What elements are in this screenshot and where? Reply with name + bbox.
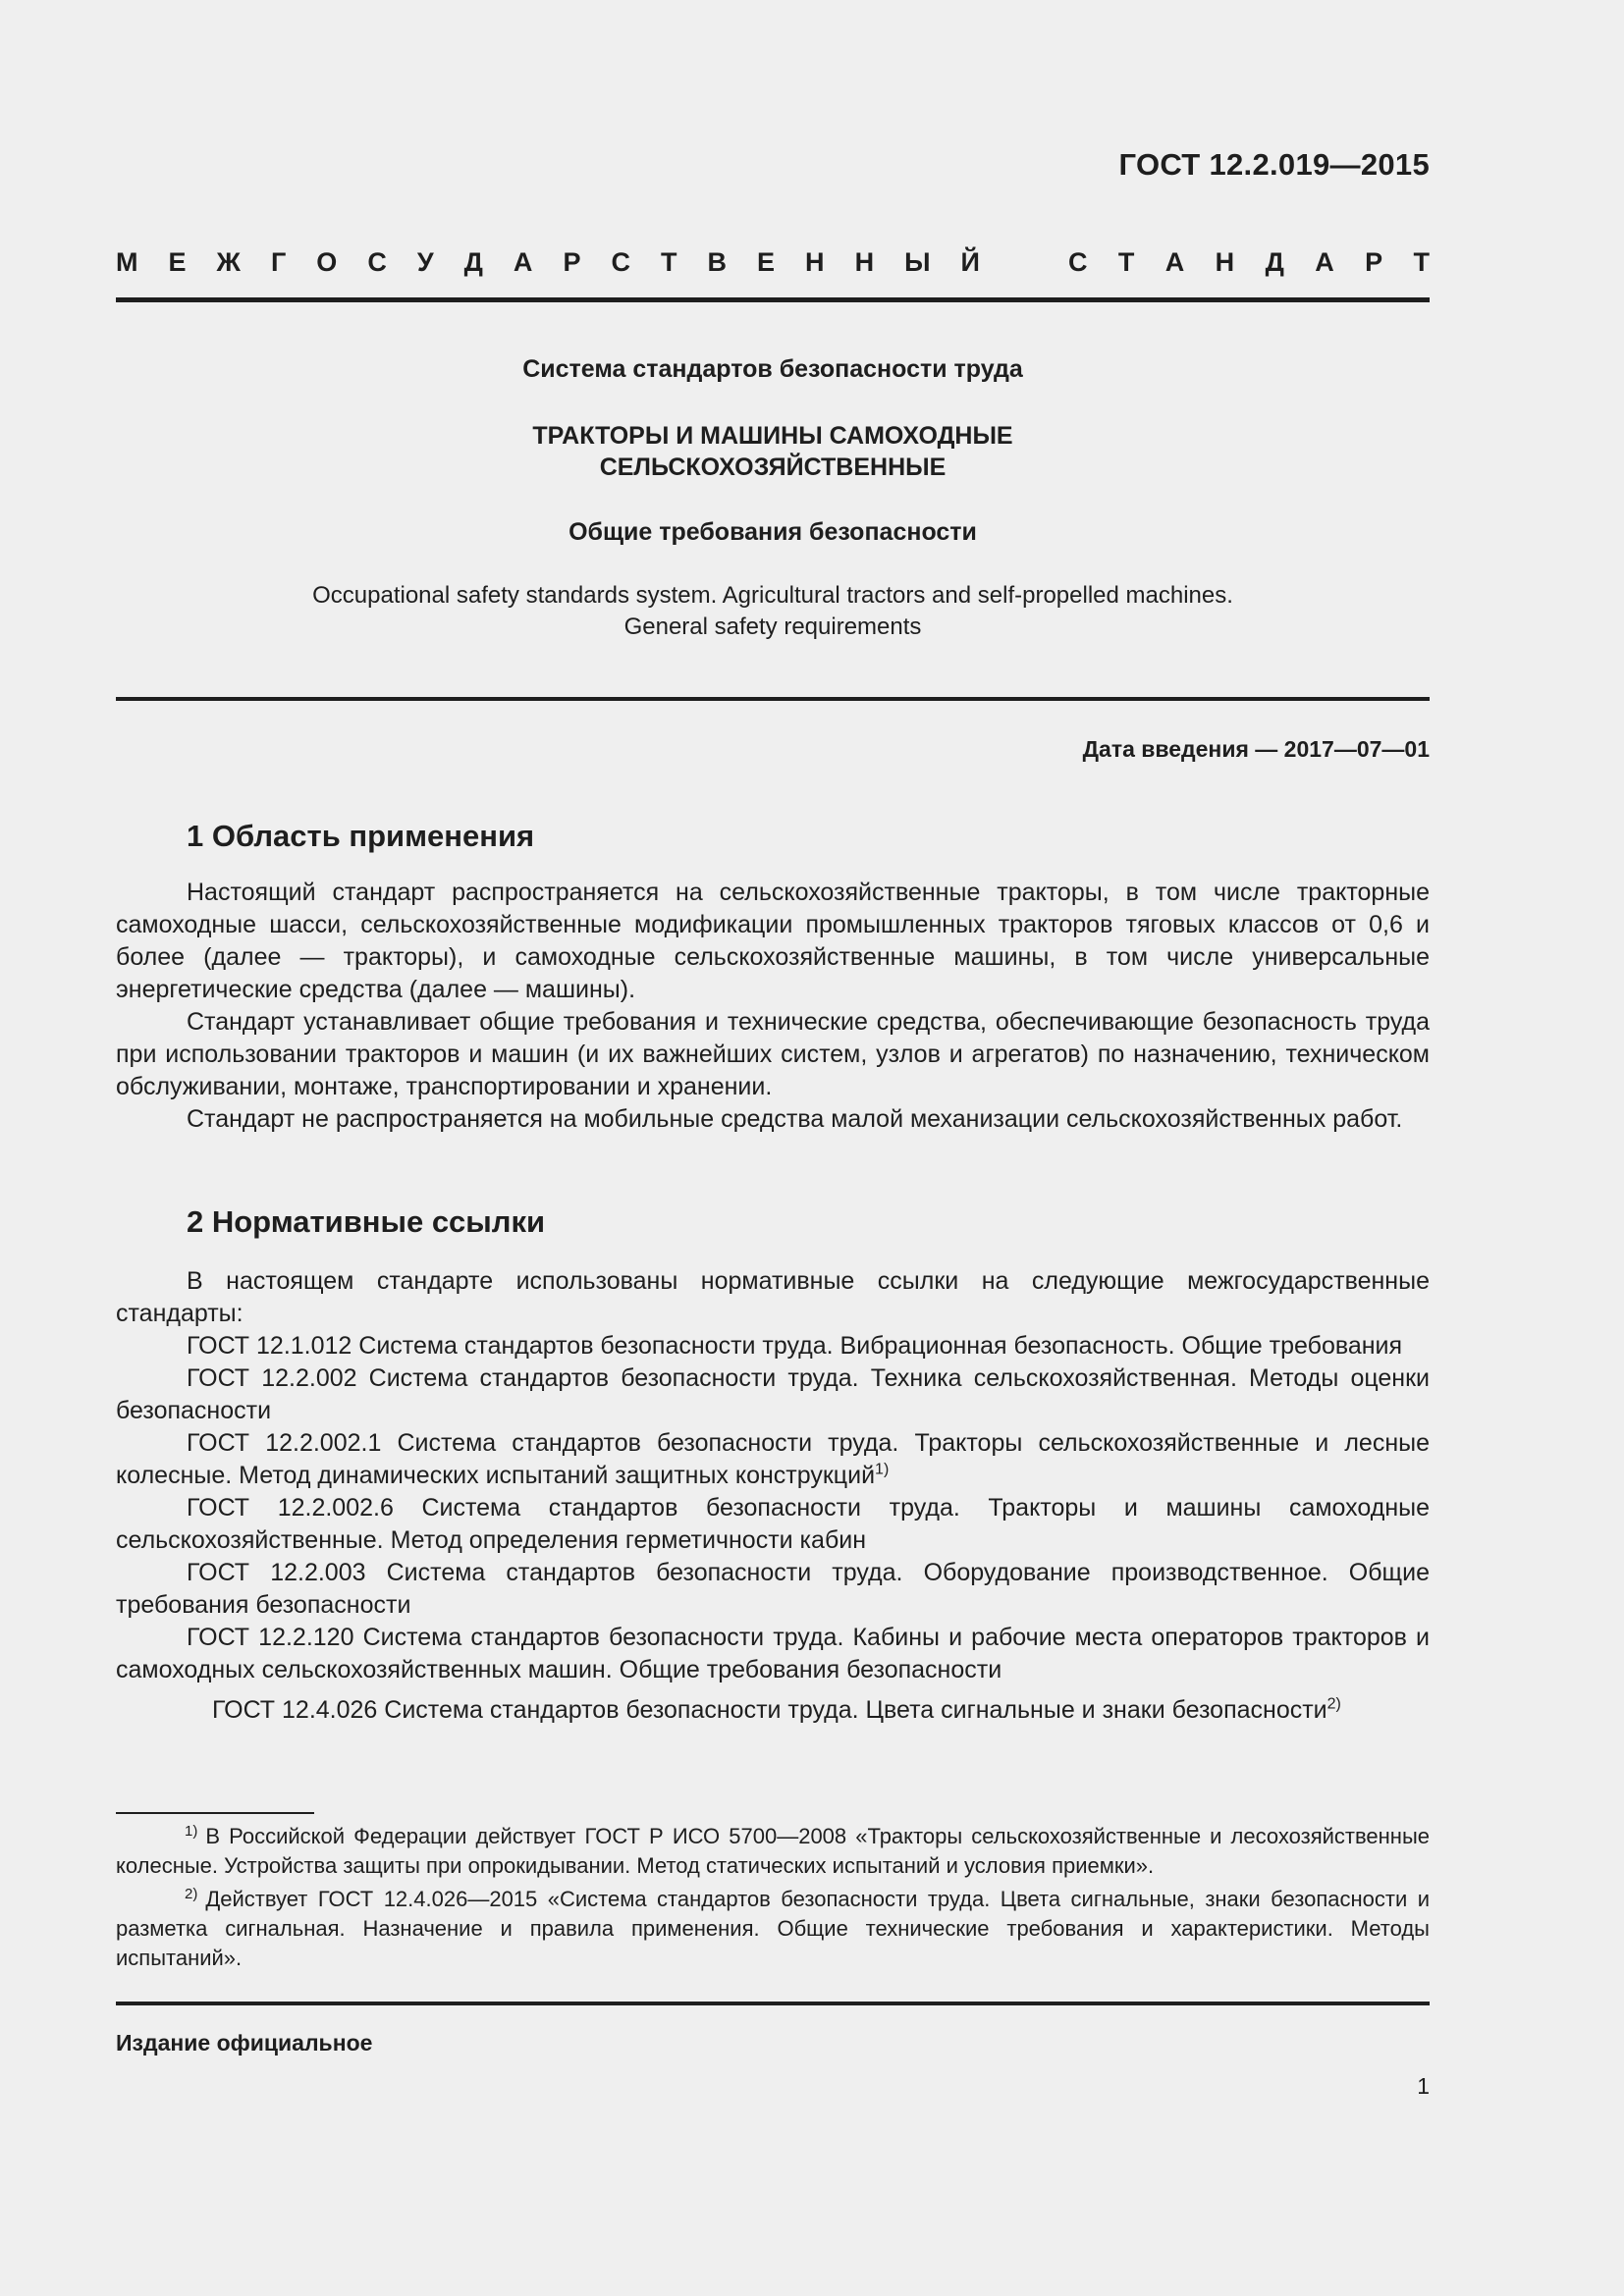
heading-letter: Н [1215,247,1235,277]
heading-letter: Е [168,247,187,277]
heading-letter: А [513,247,533,277]
footnote-separator [116,1812,314,1814]
title-line-2: СЕЛЬСКОХОЗЯЙСТВЕННЫЕ [599,454,947,481]
section-2-heading: 2 Нормативные ссылки [187,1204,546,1239]
heading-letter: В [707,247,727,277]
document-subtitle: Общие требования безопасности [568,518,977,546]
standard-type-word-2 [1068,247,1430,278]
introduction-date: Дата введения — 2017—07—01 [1082,736,1430,762]
title-rule [116,697,1430,701]
reference-item: ГОСТ 12.2.002 Система стандартов безопасности труда. Техника сельскохозяйственная. Методы оценки безопасности [116,1364,1430,1424]
header-rule [116,297,1430,302]
english-title-line-2: General safety requirements [623,614,922,640]
heading-letter: С [1068,247,1088,277]
standard-series: Система стандартов безопасности труда [522,355,1023,383]
section-2-body [116,1265,1430,1727]
heading-letter: Ж [216,247,241,277]
heading-letter: Г [270,247,287,277]
section-1-heading: 1 Область применения [187,819,535,853]
footnotes [116,1822,1430,1977]
heading-letter: Ы [904,247,931,277]
footnote-item: $^{1)}$ В Российской Федерации действует ГОСТ Р ИСО 5700—2008 «Тракторы сельскохозяйственные и лесохозяйственные колесные. Устройства защиты при опрокидывании. Метод статических испытаний и условия приемки». [116,1822,1430,1878]
section-1-paragraph: Стандарт устанавливает общие требования и технические средства, обеспечивающие безопасность труда при использовании тракторов и машин (и их важнейших систем, узлов и агрегатов) по назначению, техническом обслуживании, монтаже, транспортировании и хранении. [116,1008,1430,1100]
heading-letter: У [416,247,434,277]
reference-item: ГОСТ 12.2.002.6 Система стандартов безопасности труда. Тракторы и машины самоходные сельскохозяйственные. Метод определения герметичности кабин [116,1494,1430,1554]
reference-item: ГОСТ 12.4.026 Система стандартов безопасности труда. Цвета сигнальные и знаки безопасности$^{2)}$ [212,1695,1341,1724]
reference-item: ГОСТ 12.1.012 Система стандартов безопасности труда. Вибрационная безопасность. Общие требования [187,1332,1403,1360]
document-number: ГОСТ 12.2.019—2015 [1118,147,1430,182]
section-2-intro: В настоящем стандарте использованы нормативные ссылки на следующие межгосударственные стандарты: [116,1267,1430,1327]
footnote-mark: 1) [185,1822,198,1840]
heading-letter: А [1164,247,1185,277]
heading-letter: А [1315,247,1334,277]
reference-item: ГОСТ 12.2.002.1 Система стандартов безопасности труда. Тракторы сельскохозяйственные и лесные колесные. Метод динамических испытаний защитных конструкций$^{1)}$ [116,1429,1430,1489]
heading-letter: Д [1265,247,1284,277]
heading-letter: О [316,247,338,277]
heading-letter: С [367,247,387,277]
heading-letter: М [116,247,138,277]
english-title-line-1: Occupational safety standards system. Agricultural tractors and self-propelled machines. [312,582,1233,609]
reference-item: ГОСТ 12.2.003 Система стандартов безопасности труда. Оборудование производственное. Общие требования безопасности [116,1559,1430,1619]
heading-letter: Е [757,247,776,277]
heading-letter: Т [1413,247,1430,277]
standard-type-heading [116,247,1430,278]
english-title [116,580,1430,643]
footnote-mark: 2) [185,1885,198,1902]
footer-rule [116,2002,1430,2005]
heading-letter: Т [1117,247,1135,277]
heading-letter: С [611,247,630,277]
heading-letter: Р [1365,247,1383,277]
title-line-1: ТРАКТОРЫ И МАШИНЫ САМОХОДНЫЕ [532,422,1013,450]
heading-letter: Д [463,247,483,277]
footnote-mark: 2) [1326,1695,1341,1713]
heading-letter: Т [660,247,677,277]
page-number: 1 [1417,2073,1430,2099]
document-title [116,420,1430,483]
footnote-mark: 1) [875,1461,890,1478]
heading-letter: Р [563,247,581,277]
footnote-item: $^{2)}$ Действует ГОСТ 12.4.026—2015 «Система стандартов безопасности труда. Цвета сигнальные, знаки безопасности и разметка сигнальная. Назначение и правила применения. Общие технические требования и характеристики. Методы испытаний». [116,1885,1430,1970]
section-1-body [116,877,1430,1136]
heading-letter: Н [854,247,875,277]
edition-label: Издание официальное [116,2030,373,2056]
section-1-paragraph: Стандарт не распространяется на мобильные средства малой механизации сельскохозяйственных работ. [187,1105,1403,1133]
standard-type-word-1 [116,247,980,278]
heading-letter: Н [805,247,825,277]
heading-letter: Й [960,247,980,277]
reference-item: ГОСТ 12.2.120 Система стандартов безопасности труда. Кабины и рабочие места операторов тракторов и самоходных сельскохозяйственных машин. Общие требования безопасности [116,1624,1430,1683]
section-1-paragraph: Настоящий стандарт распространяется на сельскохозяйственные тракторы, в том числе тракторные самоходные шасси, сельскохозяйственные модификации промышленных тракторов тяговых классов от 0,6 и более (далее — тракторы), и самоходные сельскохозяйственные машины, в том числе универсальные энергетические средства (далее — машины). [116,879,1430,1003]
